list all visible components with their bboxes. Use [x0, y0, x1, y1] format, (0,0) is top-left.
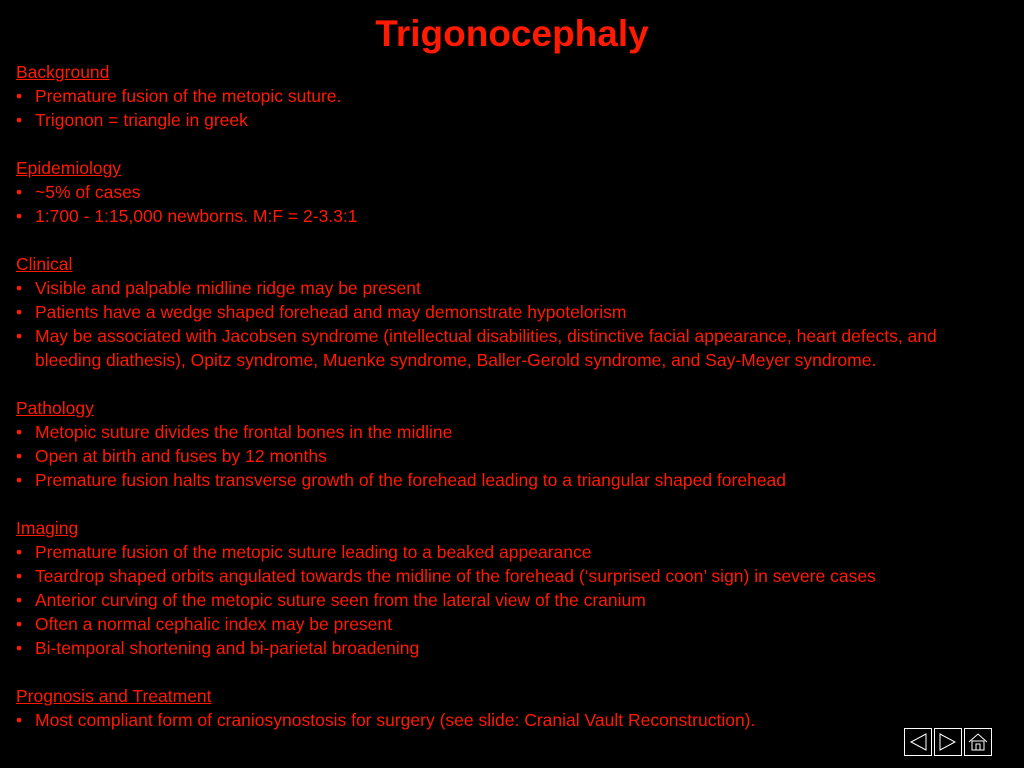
bullet-list — [16, 276, 1006, 372]
bullet-item — [16, 540, 1006, 564]
next-slide-button[interactable] — [934, 728, 962, 756]
previous-slide-button[interactable] — [904, 728, 932, 756]
section-pathology — [16, 396, 1006, 492]
section-heading[interactable]: Clinical — [16, 254, 73, 274]
bullet-marker: • — [16, 566, 23, 586]
bullet-text: May be associated with Jacobsen syndrome (intellectual disabilities, distinctive facial appearance, heart defects, and bleeding diathesis), Opitz syndrome, Muenke syndrome, Baller-Gerold syndrome, and Say-Meyer syndrome. — [35, 326, 937, 370]
bullet-marker: • — [16, 470, 23, 490]
bullet-text: Bi-temporal shortening and bi-parietal broadening — [35, 638, 420, 658]
bullet-text: Premature fusion of the metopic suture leading to a beaked appearance — [35, 542, 592, 562]
section-heading[interactable]: Prognosis and Treatment — [16, 686, 212, 706]
slide-content — [16, 60, 1006, 756]
bullet-item — [16, 612, 1006, 636]
bullet-text: Patients have a wedge shaped forehead and may demonstrate hypotelorism — [35, 302, 627, 322]
bullet-list — [16, 540, 1006, 660]
home-button[interactable] — [964, 728, 992, 756]
bullet-item — [16, 324, 1006, 372]
bullet-marker: • — [16, 446, 23, 466]
home-icon — [967, 732, 989, 752]
bullet-item — [16, 468, 1006, 492]
bullet-item — [16, 636, 1006, 660]
bullet-marker: • — [16, 614, 23, 634]
previous-icon — [907, 732, 929, 752]
bullet-marker: • — [16, 302, 23, 322]
bullet-text: Often a normal cephalic index may be present — [35, 614, 392, 634]
bullet-marker: • — [16, 326, 23, 346]
bullet-text: Open at birth and fuses by 12 months — [35, 446, 327, 466]
bullet-text: Anterior curving of the metopic suture seen from the lateral view of the cranium — [35, 590, 646, 610]
section-heading[interactable]: Epidemiology — [16, 158, 122, 178]
section-prognosis-treatment — [16, 684, 1006, 732]
bullet-marker: • — [16, 278, 23, 298]
bullet-item — [16, 180, 1006, 204]
bullet-text: Premature fusion halts transverse growth of the forehead leading to a triangular shaped forehead — [35, 470, 787, 490]
bullet-text: Teardrop shaped orbits angulated towards the midline of the forehead (‘surprised coon’ sign) in severe cases — [35, 566, 876, 586]
bullet-item — [16, 204, 1006, 228]
bullet-item — [16, 708, 1006, 732]
bullet-item — [16, 420, 1006, 444]
section-background — [16, 60, 1006, 132]
bullet-marker: • — [16, 86, 23, 106]
bullet-marker: • — [16, 422, 23, 442]
bullet-item — [16, 564, 1006, 588]
bullet-item — [16, 444, 1006, 468]
section-heading[interactable]: Background — [16, 62, 110, 82]
bullet-marker: • — [16, 638, 23, 658]
slide-navigation — [904, 728, 992, 756]
bullet-list — [16, 180, 1006, 228]
bullet-marker: • — [16, 710, 23, 730]
bullet-list — [16, 420, 1006, 492]
next-icon — [937, 732, 959, 752]
bullet-text: ~5% of cases — [35, 182, 141, 202]
bullet-item — [16, 108, 1006, 132]
section-clinical — [16, 252, 1006, 372]
bullet-text: Metopic suture divides the frontal bones in the midline — [35, 422, 453, 442]
section-epidemiology — [16, 156, 1006, 228]
bullet-list — [16, 84, 1006, 132]
bullet-item — [16, 300, 1006, 324]
bullet-marker: • — [16, 110, 23, 130]
bullet-marker: • — [16, 542, 23, 562]
bullet-list — [16, 708, 1006, 732]
bullet-item — [16, 588, 1006, 612]
section-imaging — [16, 516, 1006, 660]
bullet-text: 1:700 - 1:15,000 newborns. M:F = 2-3.3:1 — [35, 206, 358, 226]
bullet-marker: • — [16, 590, 23, 610]
bullet-text: Premature fusion of the metopic suture. — [35, 86, 342, 106]
bullet-text: Trigonon = triangle in greek — [35, 110, 248, 130]
section-heading[interactable]: Imaging — [16, 518, 79, 538]
slide-title: Trigonocephaly — [375, 13, 649, 54]
bullet-text: Visible and palpable midline ridge may be present — [35, 278, 421, 298]
section-heading[interactable]: Pathology — [16, 398, 94, 418]
bullet-item — [16, 276, 1006, 300]
bullet-text: Most compliant form of craniosynostosis for surgery (see slide: Cranial Vault Reconstruction). — [35, 710, 756, 730]
bullet-marker: • — [16, 206, 23, 226]
bullet-item — [16, 84, 1006, 108]
bullet-marker: • — [16, 182, 23, 202]
